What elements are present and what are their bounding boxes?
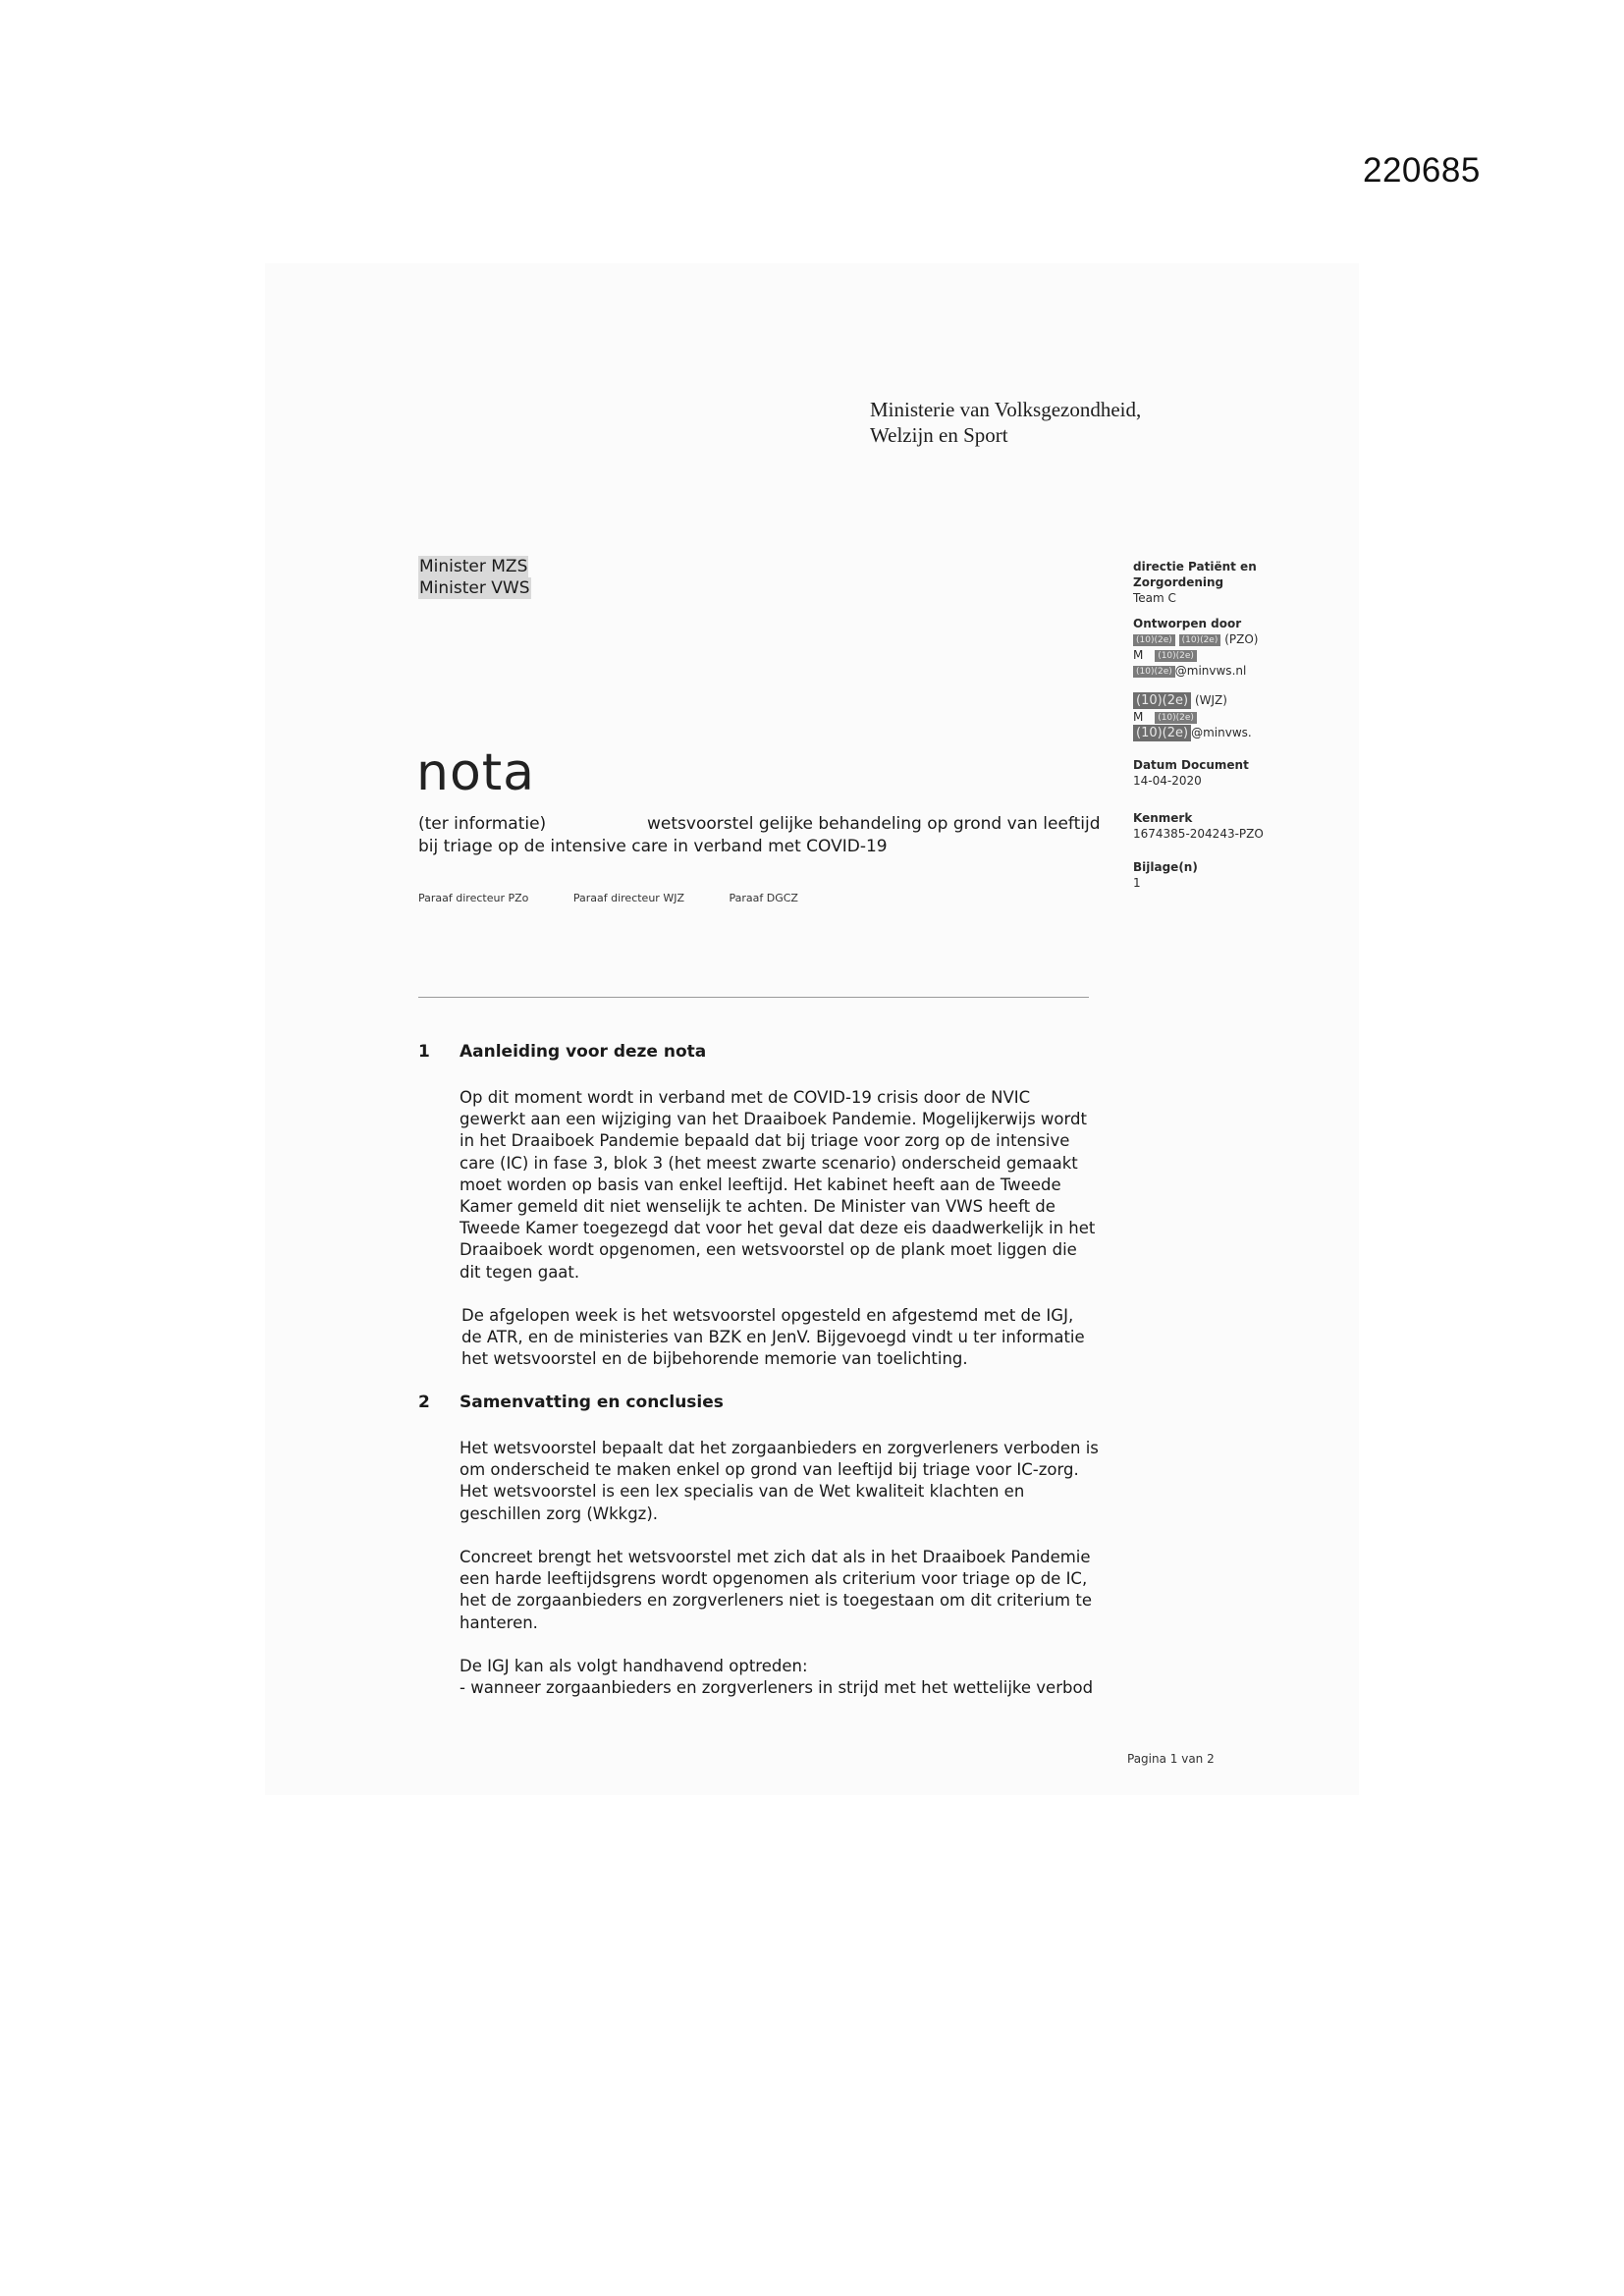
email-suffix: @minvws.nl <box>1174 664 1247 678</box>
pzo-tag: (PZO) <box>1224 632 1259 646</box>
ministry-name-line1: Ministerie van Volksgezondheid, <box>870 398 1142 421</box>
attachment-block <box>1133 859 1300 891</box>
date-block <box>1133 757 1300 789</box>
subject-line2: bij triage op de intensive care in verband met COVID-19 <box>418 837 888 856</box>
paraaf-wjz: Paraaf directeur WJZ <box>572 892 684 904</box>
text-line: dit tegen gaat. <box>460 1262 580 1282</box>
text-line: hanteren. <box>460 1613 538 1632</box>
department-block <box>1133 559 1300 606</box>
reference-block <box>1133 810 1300 842</box>
section-number: 2 <box>418 1393 430 1412</box>
subject-prefix: (ter informatie) <box>418 814 547 834</box>
redaction-box: (10)(2e) <box>1155 712 1197 724</box>
ministry-name-line2: Welzijn en Sport <box>870 423 1008 447</box>
document-title: nota <box>416 743 536 802</box>
wjz-tag: (WJZ) <box>1194 693 1227 707</box>
paragraph-4 <box>460 1547 1127 1634</box>
redaction-box: (10)(2e) <box>1179 634 1221 646</box>
email-suffix: @minvws. <box>1191 726 1252 739</box>
redaction-box: (10)(2e) <box>1133 725 1191 741</box>
text-line: de ATR, en de ministeries van BZK en JenV. Bijgevoegd vindt u ter informatie <box>461 1328 1085 1347</box>
text-line: Concreet brengt het wetsvoorstel met zich dat als in het Draaiboek Pandemie <box>460 1548 1091 1566</box>
text-line: Draaiboek wordt opgenomen, een wetsvoorstel op de plank moet liggen die <box>460 1240 1077 1260</box>
addressees <box>418 556 531 599</box>
text-line: Het wetsvoorstel bepaalt dat het zorgaanbieders en zorgverleners verboden is <box>460 1439 1099 1457</box>
section-heading-1 <box>418 1042 706 1062</box>
ministry-logotype <box>870 397 1141 448</box>
text-line: De IGJ kan als volgt handhavend optreden: <box>460 1657 808 1675</box>
text-line: gewerkt aan een wijziging van het Draaiboek Pandemie. Mogelijkerwijs wordt <box>460 1110 1087 1129</box>
text-line: om onderscheid te maken enkel op grond van leeftijd bij triage voor IC-zorg. <box>460 1460 1079 1480</box>
date-label: Datum Document <box>1133 758 1249 772</box>
designed-by-label: Ontworpen door <box>1133 617 1242 630</box>
paragraph-5 <box>460 1656 1127 1699</box>
document-number: 220685 <box>1363 151 1481 190</box>
text-line: het wetsvoorstel en de bijbehorende memorie van toelichting. <box>461 1349 968 1369</box>
section-title: Aanleiding voor deze nota <box>460 1042 707 1062</box>
department-line1: directie Patiënt en <box>1133 560 1257 574</box>
reference-label: Kenmerk <box>1133 811 1193 825</box>
m-label: M <box>1133 648 1144 662</box>
section-heading-2 <box>418 1393 724 1412</box>
redaction-box: (10)(2e) <box>1155 650 1197 662</box>
text-line: geschillen zorg (Wkkgz). <box>460 1503 659 1523</box>
text-line: moet worden op basis van enkel leeftijd. Het kabinet heeft aan de Tweede <box>460 1175 1061 1194</box>
text-line: het de zorgaanbieders en zorgverleners niet is toegestaan om dit criterium te <box>460 1591 1092 1611</box>
subject <box>418 813 1106 858</box>
paraaf-row <box>418 892 839 904</box>
department-line2: Zorgordening <box>1133 575 1224 589</box>
redaction-box: (10)(2e) <box>1133 692 1191 709</box>
text-line: in het Draaiboek Pandemie bepaald dat bij triage voor zorg op de intensive <box>460 1131 1070 1151</box>
subject-line1: wetsvoorstel gelijke behandeling op grond van leeftijd <box>647 814 1101 834</box>
paragraph-3 <box>460 1438 1127 1525</box>
redaction-box: (10)(2e) <box>1133 634 1175 646</box>
attachment-value: 1 <box>1133 876 1141 890</box>
text-line: De afgelopen week is het wetsvoorstel opgesteld en afgestemd met de IGJ, <box>461 1306 1074 1325</box>
text-line: Tweede Kamer toegezegd dat voor het geval dat deze eis daadwerkelijk in het <box>460 1219 1096 1238</box>
addressee-2: Minister VWS <box>419 578 530 598</box>
text-line: Op dit moment wordt in verband met de COVID-19 crisis door de NVIC <box>460 1088 1031 1107</box>
document-sidebar <box>1133 559 1300 901</box>
section-title: Samenvatting en conclusies <box>460 1393 724 1412</box>
designed-by-block <box>1133 616 1300 679</box>
page-number: Pagina 1 van 2 <box>1127 1752 1215 1766</box>
text-line: Kamer gemeld dit niet wenselijk te achten. De Minister van VWS heeft de <box>460 1197 1056 1217</box>
addressee-1: Minister MZS <box>419 557 528 576</box>
attachment-label: Bijlage(n) <box>1133 860 1198 874</box>
paragraph-2 <box>461 1305 1129 1371</box>
paraaf-dgcz: Paraaf DGCZ <box>729 892 798 904</box>
text-line: - wanneer zorgaanbieders en zorgverleners in strijd met het wettelijke verbod <box>460 1678 1094 1698</box>
text-line: care (IC) in fase 3, blok 3 (het meest zwarte scenario) onderscheid gemaakt <box>460 1153 1078 1173</box>
m-label: M <box>1133 710 1144 724</box>
text-line: Het wetsvoorstel is een lex specialis van de Wet kwaliteit klachten en <box>460 1482 1025 1502</box>
paraaf-pzo: Paraaf directeur PZo <box>418 892 529 904</box>
team-name: Team C <box>1133 591 1176 605</box>
text-line: een harde leeftijdsgrens wordt opgenomen als criterium voor triage op de IC, <box>460 1569 1088 1589</box>
date-value: 14-04-2020 <box>1133 774 1202 788</box>
redaction-box: (10)(2e) <box>1133 666 1175 678</box>
paragraph-1 <box>460 1087 1127 1284</box>
section-number: 1 <box>418 1042 430 1062</box>
reference-value: 1674385-204243-PZO <box>1133 827 1264 841</box>
designed-by-block-2 <box>1133 692 1300 741</box>
divider <box>418 997 1089 998</box>
